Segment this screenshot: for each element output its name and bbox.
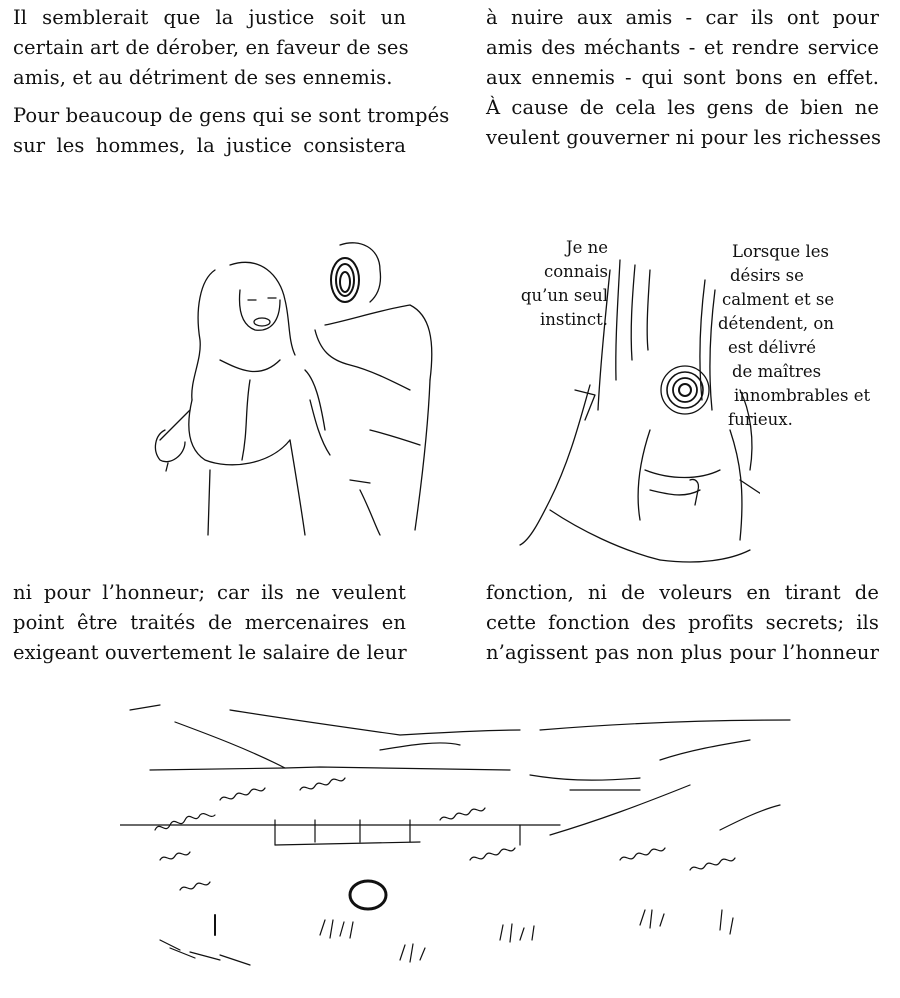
text-line: amis des méchants - et rendre service [486, 36, 879, 59]
couple-illustration [130, 230, 450, 550]
text-line: exigeant ouvertement le salaire de leur [13, 641, 407, 664]
text-line: n’agissent pas non plus pour l’honneur [486, 641, 879, 664]
text-line: point être traités de mercenaires en [13, 611, 406, 634]
text-line: À cause de cela les gens de bien ne [486, 96, 879, 119]
speech-line: calment et se [722, 290, 835, 309]
speech-line: innombrables et [734, 386, 871, 405]
text-line: Pour beaucoup de gens qui se sont trompés [13, 104, 450, 127]
paragraph-bottom-left [13, 578, 406, 668]
text-line: sur les hommes, la justice consistera [13, 134, 406, 157]
speech-line: instinct. [539, 310, 608, 329]
text-line: ni pour l’honneur; car ils ne veulent [13, 581, 406, 604]
text-line: fonction, ni de voleurs en tirant de [486, 581, 879, 604]
paragraph-bottom-right [486, 578, 879, 668]
speech-line: Lorsque les [732, 242, 829, 261]
paragraph-top-left [13, 3, 450, 161]
text-line: à nuire aux amis - car ils ont pour [486, 6, 879, 29]
speech-line: désirs se [730, 266, 804, 285]
text-line: certain art de dérober, en faveur de ses [13, 36, 409, 59]
speech-line: furieux. [728, 410, 793, 429]
text-line: cette fonction des profits secrets; ils [486, 611, 879, 634]
text-line: aux ennemis - qui sont bons en effet. [486, 66, 879, 89]
speech-line: Je ne [565, 238, 608, 257]
speech-line: connais [543, 262, 608, 281]
speech-line: qu’un seul [520, 286, 608, 305]
text-line: veulent gouverner ni pour les richesses [486, 126, 882, 149]
speech-text-right [718, 240, 898, 432]
speech-line: détendent, on [718, 314, 834, 333]
text-line: Il semblerait que la justice soit un [13, 6, 406, 29]
speech-text-left [520, 236, 608, 332]
text-line: amis, et au détriment de ses ennemis. [13, 66, 393, 89]
speech-line: de maîtres [732, 362, 822, 381]
paragraph-top-right [486, 3, 882, 153]
landscape-illustration [120, 690, 800, 990]
speech-line: est délivré [728, 338, 816, 357]
